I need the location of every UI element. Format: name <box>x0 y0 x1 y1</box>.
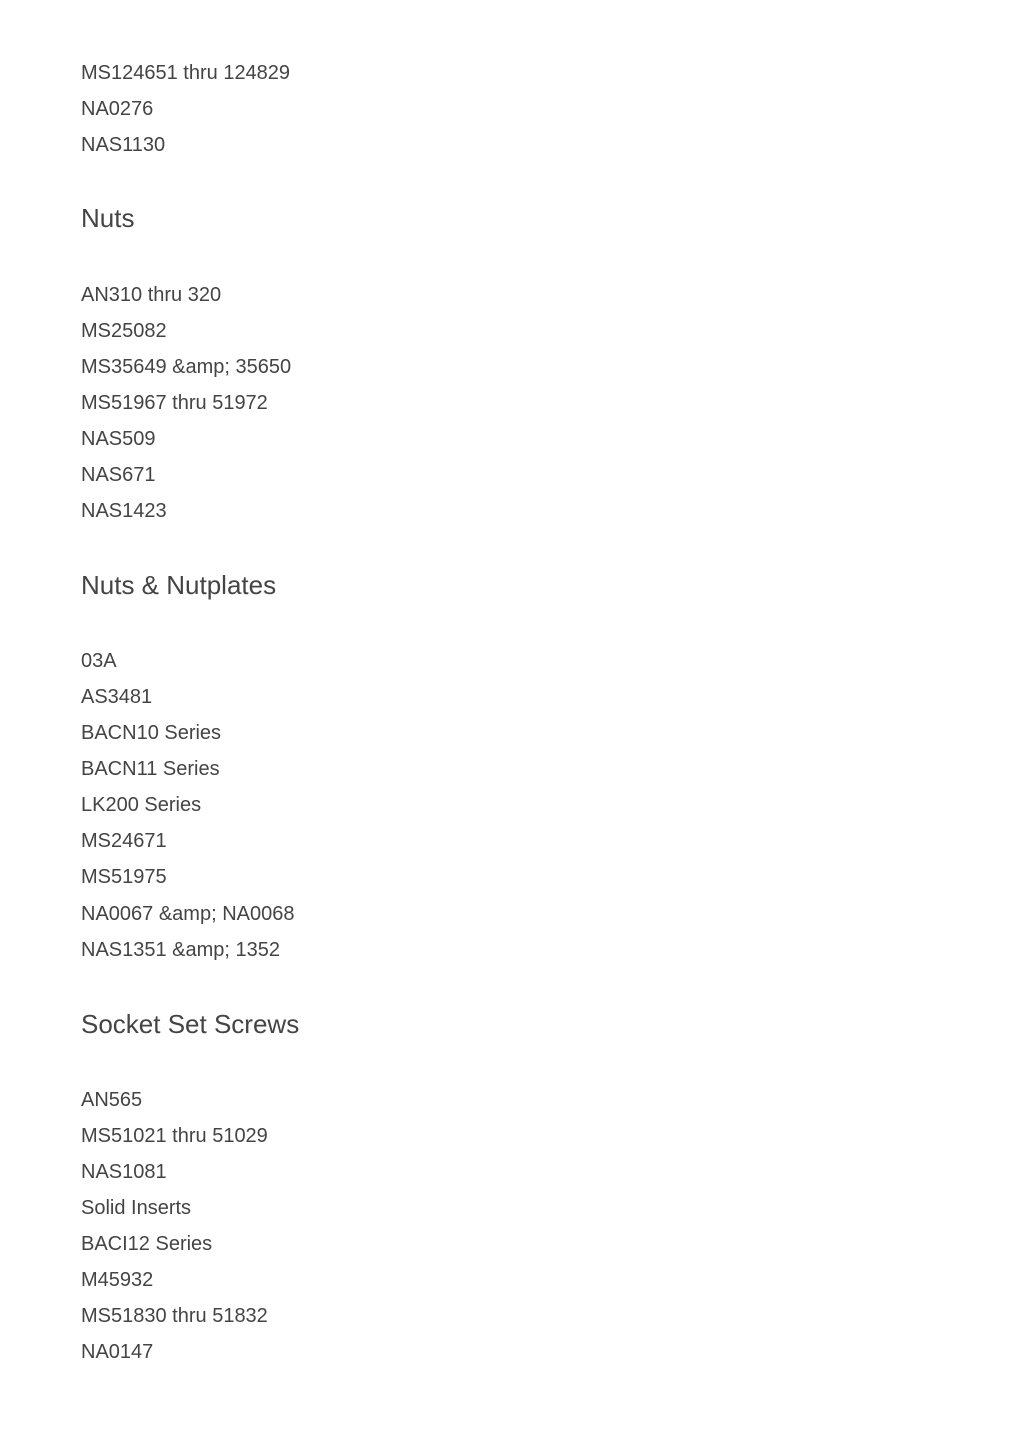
section-heading-nuts: Nuts <box>81 203 135 233</box>
list-item: MS51967 thru 51972 <box>81 392 268 414</box>
list-item: MS51021 thru 51029 <box>81 1125 268 1147</box>
list-item: NA0067 &amp; NA0068 <box>81 903 295 925</box>
list-item: BACI12 Series <box>81 1233 213 1255</box>
list-item: MS124651 thru 124829 <box>81 62 291 84</box>
list-item: LK200 Series <box>81 794 202 816</box>
section-heading-socket-set-screws: Socket Set Screws <box>81 1009 300 1039</box>
list-item: AN310 thru 320 <box>81 284 222 306</box>
list-item: NAS509 <box>81 428 156 450</box>
section-heading-nutplates: Nuts & Nutplates <box>81 570 277 600</box>
list-item: NAS1130 <box>81 134 166 156</box>
list-item: Solid Inserts <box>81 1197 192 1219</box>
list-item: MS35649 &amp; 35650 <box>81 356 292 378</box>
list-item: NAS1081 <box>81 1161 167 1183</box>
list-item: NAS671 <box>81 464 156 486</box>
list-item: MS51975 <box>81 866 167 888</box>
list-item: NAS1423 <box>81 500 167 522</box>
list-item: NAS1351 &amp; 1352 <box>81 939 281 961</box>
list-item: AN565 <box>81 1089 143 1111</box>
list-item: BACN11 Series <box>81 758 220 780</box>
list-item: MS51830 thru 51832 <box>81 1305 268 1327</box>
list-item: MS24671 <box>81 830 167 852</box>
list-item: 03A <box>81 650 117 672</box>
list-item: MS25082 <box>81 320 167 342</box>
list-item: AS3481 <box>81 686 153 708</box>
list-item: M45932 <box>81 1269 154 1291</box>
list-item: BACN10 Series <box>81 722 222 744</box>
list-item: NA0147 <box>81 1341 154 1363</box>
list-item: NA0276 <box>81 98 154 120</box>
